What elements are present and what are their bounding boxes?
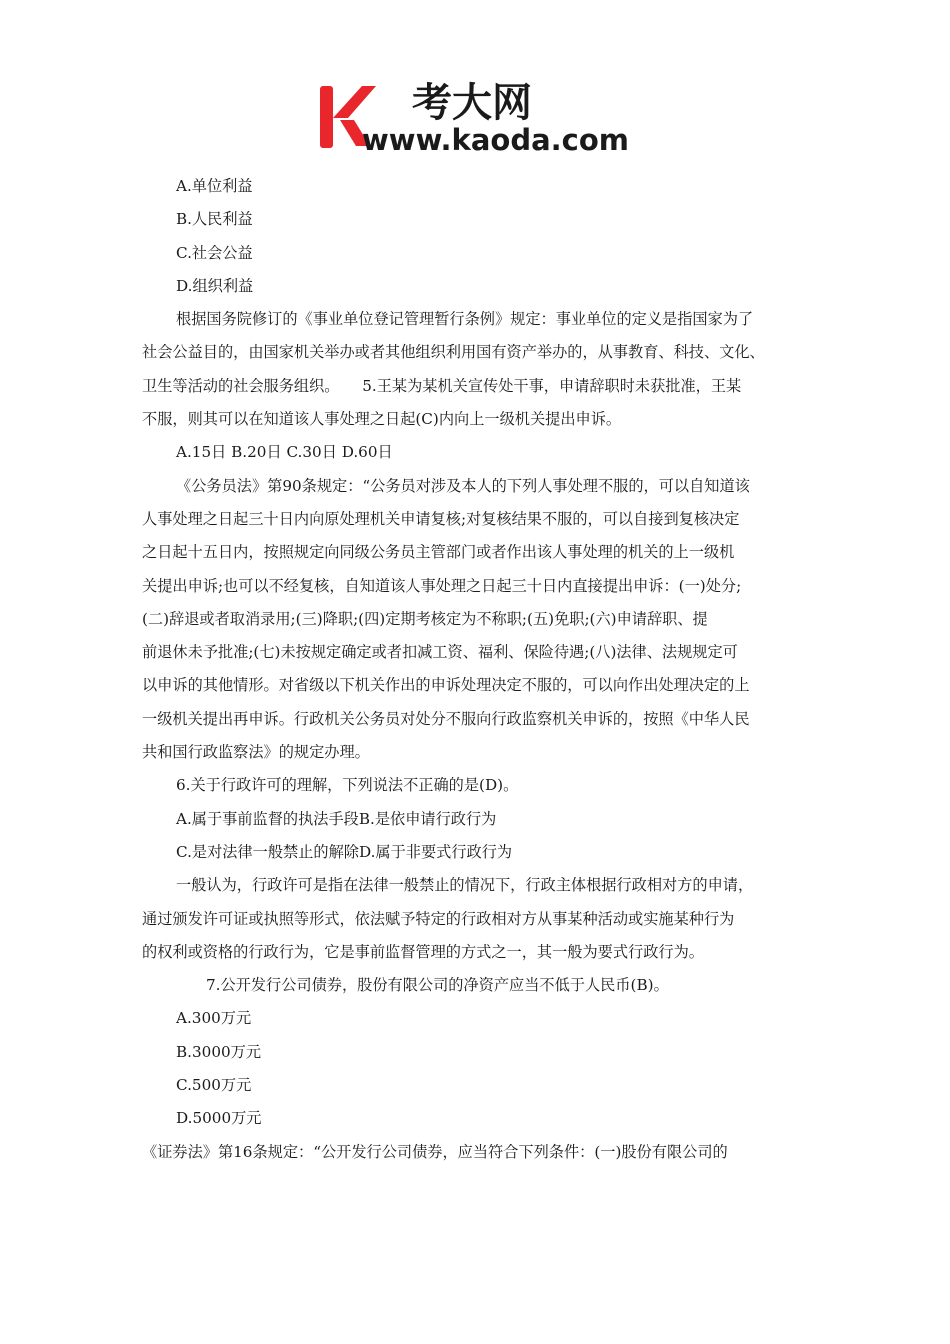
paragraph-line: 不服，则其可以在知道该人事处理之日起(C)内向上一级机关提出申诉。 — [142, 410, 622, 429]
paragraph-line: 关提出申诉;也可以不经复核，自知道该人事处理之日起三十日内直接提出申诉：(一)处分; — [142, 576, 742, 595]
option-line: A.属于事前监督的执法手段B.是依申请行政行为 — [176, 809, 497, 828]
paragraph-line: 通过颁发许可证或执照等形式，依法赋予特定的行政相对方从事某种活动或实施某种行为 — [142, 909, 735, 928]
paragraph-line: 一般认为，行政许可是指在法律一般禁止的情况下，行政主体根据行政相对方的申请， — [176, 876, 754, 895]
paragraph-line: 前退休未予批准;(七)未按规定确定或者扣减工资、福利、保险待遇;(八)法律、法规规定可 — [142, 643, 738, 662]
question-line: 6.关于行政许可的理解，下列说法不正确的是(D)。 — [176, 776, 519, 795]
paragraph-line: 以申诉的其他情形。对省级以下机关作出的申诉处理决定不服的，可以向作出处理决定的上 — [142, 676, 750, 695]
option-line: A.15日 B.20日 C.30日 D.60日 — [176, 443, 393, 462]
option-line: C.500万元 — [176, 1076, 252, 1095]
option-line: C.社会公益 — [176, 243, 253, 262]
paragraph-line: 共和国行政监察法》的规定办理。 — [142, 743, 370, 762]
kaoda-logo — [318, 80, 638, 158]
logo-title: 考大网 — [412, 80, 532, 126]
option-line: A.单位利益 — [176, 177, 253, 195]
kaoda-logo-graphic — [318, 80, 638, 158]
paragraph-line: 人事处理之日起三十日内向原处理机关申请复核;对复核结果不服的，可以自接到复核决定 — [142, 509, 740, 528]
paragraph-line: 一级机关提出再申诉。行政机关公务员对处分不服向行政监察机关申诉的，按照《中华人民 — [142, 709, 750, 728]
document-body — [142, 170, 810, 1169]
paragraph-line: 的权利或资格的行政行为，它是事前监督管理的方式之一，其一般为要式行政行为。 — [142, 942, 704, 961]
option-line: D.组织利益 — [176, 276, 254, 295]
paragraph-line: 根据国务院修订的《事业单位登记管理暂行条例》规定：事业单位的定义是指国家为了 — [176, 310, 754, 329]
question-line: 7.公开发行公司债券，股份有限公司的净资产应当不低于人民币(B)。 — [206, 976, 669, 995]
option-line: B.3000万元 — [176, 1042, 262, 1061]
paragraph-line: 社会公益目的，由国家机关举办或者其他组织利用国有资产举办的，从事教育、科技、文化、 — [142, 343, 765, 362]
option-line: A.300万元 — [176, 1009, 252, 1028]
option-line: D.5000万元 — [176, 1109, 262, 1128]
option-line: B.人民利益 — [176, 210, 253, 229]
paragraph-line: 《证券法》第16条规定：“公开发行公司债券，应当符合下列条件：(一)股份有限公司的 — [142, 1142, 728, 1161]
paragraph-line: 《公务员法》第90条规定：“公务员对涉及本人的下列人事处理不服的，可以自知道该 — [176, 476, 750, 495]
option-line: C.是对法律一般禁止的解除D.属于非要式行政行为 — [176, 842, 513, 861]
paragraph-line: (二)辞退或者取消录用;(三)降职;(四)定期考核定为不称职;(五)免职;(六)申请辞职、提 — [142, 609, 708, 628]
paragraph-line: 卫生等活动的社会服务组织。 5.王某为某机关宣传处干事，申请辞职时未获批准，王某 — [142, 376, 742, 395]
logo-url: www.kaoda.com — [362, 123, 629, 157]
paragraph-line: 之日起十五日内，按照规定向同级公务员主管部门或者作出该人事处理的机关的上一级机 — [142, 543, 735, 562]
